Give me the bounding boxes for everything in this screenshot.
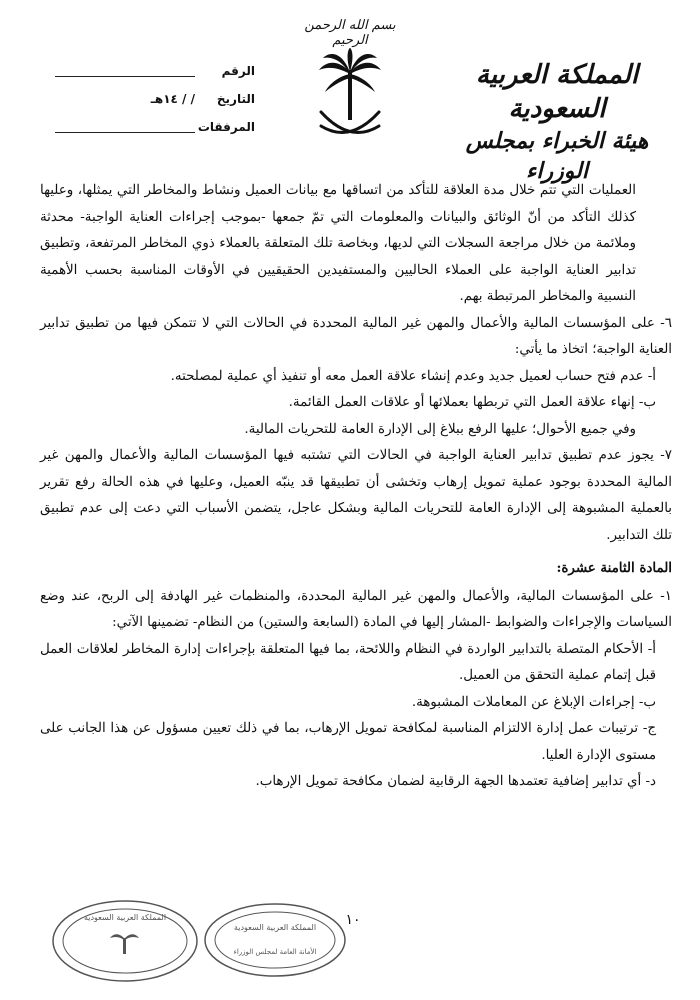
reference-number-row [55,64,255,92]
article-18-heading: المادة الثامنة عشرة: [556,560,672,576]
date-row [55,92,255,120]
stamp2-line1: المملكة العربية السعودية [233,923,317,932]
basmala-text: بسم الله الرحمن الرحيم [304,18,396,48]
stamp2-line2: الأمانة العامة لمجلس الوزراء [233,948,317,956]
stamp1-text: المملكة العربية السعودية [83,913,167,922]
official-stamp-2 [200,900,350,980]
item-6-b: ب- إنهاء علاقة العمل التي تربطها بعملائها أو علاقات العمل القائمة. [288,395,656,410]
article-item-1-d: د- أي تدابير إضافية تعتمدها الجهة الرقابية لضمان مكافحة تمويل الإرهاب. [255,774,656,789]
attachments-line [55,132,195,133]
article-item-1-b: ب- إجراءات الإبلاغ عن المعاملات المشبوهة. [411,694,656,710]
date-label: التاريخ [216,92,255,106]
org-name-line2: هيئة الخبراء بمجلس الوزراء [465,128,649,184]
date-value: / / ١٤هـ [150,92,195,106]
org-name-line1: المملكة العربية السعودية [475,60,639,124]
intro-paragraph: العمليات التي تتم خلال مدة العلاقة للتأكد من اتساقها مع بيانات العميل ونشاط والمخاطر التي يمثلها، وعليها كذلك التأكد من أنّ الوثائق والبيانات والمعلومات التي تمّ جمعها -بموجب إجراءات العناية الواجبة- محدثة وملائمة من خلال مراجعة السجلات التي لديها، وبخاصة تلك المتعلقة بالعملاء ذوي المخاطر المرتفعة، وتطبيق تدابير العناية الواجبة على العملاء الحاليين والمستفيدين الحقيقيين في الأوقات المناسبة بحسب الأهمية النسبية والمخاطر المرتبطة بهم. [40,183,636,304]
attachments-row [55,120,255,148]
item-6: ٦- على المؤسسات المالية والأعمال والمهن غير المالية المحددة في الحالات التي لا تتمكن فيها من تطبيق تدابير العناية الواجبة؛ اتخاذ ما يأتي: [40,315,672,357]
page-number: ١٠ [345,912,361,928]
article-item-1: ١- على المؤسسات المالية، والأعمال والمهن غير المالية المحددة، والمنظمات غير الهادفة إلى الربح، عند وضع السياسات والإجراءات والضوابط -المشار إليها في المادة (السابعة والستين) من النظام- تضمينها الآتي: [40,588,672,630]
item-6-a: أ- عدم فتح حساب لعميل جديد وعدم إنشاء علاقة العمل معه أو تنفيذ أي عملية لمصلحته. [170,368,656,384]
organization-header [432,58,682,186]
official-stamp-1 [50,898,200,984]
article-item-1-c: ج- ترتيبات عمل إدارة الالتزام المناسبة لمكافحة تمويل الإرهاب، بما في ذلك تعيين مسؤول عن هذا الجانب على مستوى الإدارة العليا. [40,721,656,763]
article-item-1-a: أ- الأحكام المتصلة بالتدابير الواردة في النظام واللائحة، بما فيها المتعلقة بإجراءات إدارة المخاطر لعلاقات العمل قبل إتمام عملية التحقق من العميل. [40,641,656,683]
reference-block [55,64,255,148]
attachments-label: المرفقات [197,120,255,134]
item-6-note: وفي جميع الأحوال؛ عليها الرفع ببلاغ إلى الإدارة العامة للتحريات المالية. [244,421,636,437]
reference-number-label: الرقم [221,64,255,78]
saudi-emblem-icon [315,48,385,148]
reference-number-line [55,76,195,77]
item-7: ٧- يجوز عدم تطبيق تدابير العناية الواجبة في الحالات التي تشتبه فيها المؤسسات المالية والأعمال والمهن غير المالية المحددة بوجود عملية تمويل إرهاب وتخشى أن تطبيقها قد ينبّه العميل، وعليها في هذه الحالة رفع تقرير بالعملية المشبوهة إلى الإدارة العامة للتحريات المالية وبشكل عاجل، يتضمن الأسباب التي دعت إلى عدم تطبيق تلك التدابير. [40,448,672,543]
document-body [40,178,672,796]
